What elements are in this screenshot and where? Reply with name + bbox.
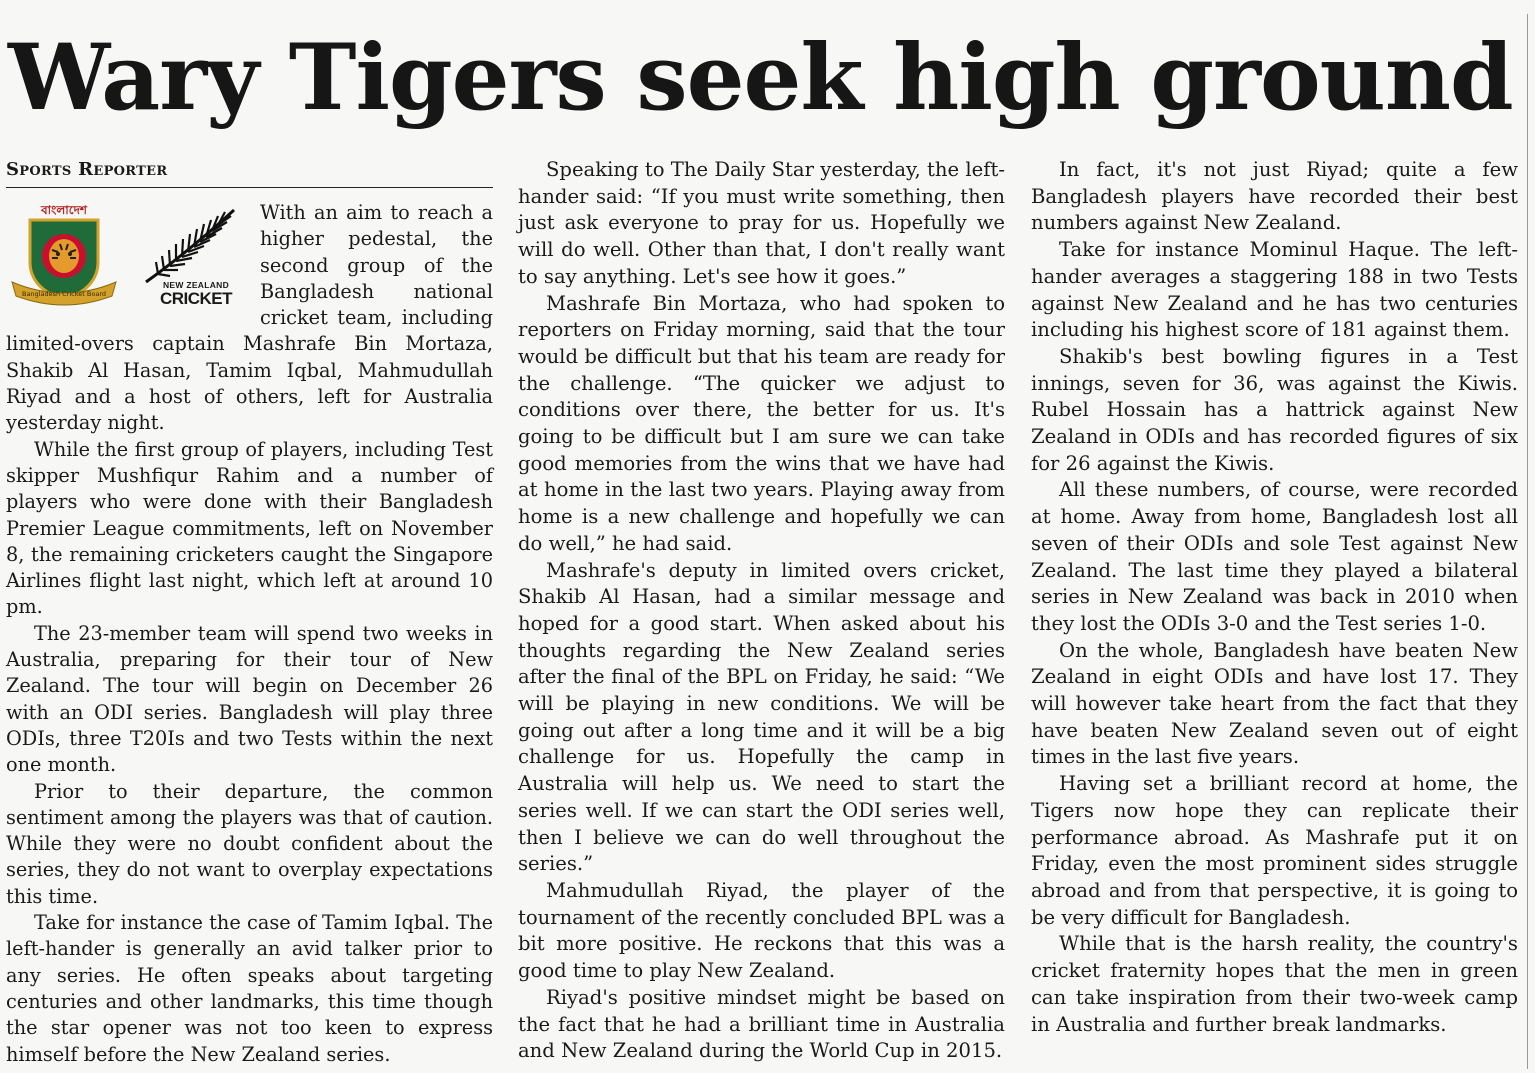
article-column-2 <box>518 157 1005 1065</box>
nz-cricket-wordmark <box>156 280 236 308</box>
paragraph: With an aim to reach a higher pedestal, the second group of the Bangladesh national cricket team, including limited-overs captain Mashrafe Bin Mortaza, Shakib Al Hasan, Tamim Iqbal, Mahmudullah Riyad and a host of others, left for Australia yesterday night. <box>6 201 493 435</box>
paragraph: While the first group of players, including Test skipper Mushfiqur Rahim and a number of players who were done with their Bangladesh Premier League commitments, left on November 8, the remaining cricketers caught the Singapore Airlines flight last night, which left at around 10 pm. <box>6 437 493 619</box>
paragraph: Riyad's positive mindset might be based on the fact that he had a brilliant time in Australia and New Zealand during the World Cup in 2015. <box>518 985 1005 1063</box>
paragraph: Take for instance the case of Tamim Iqbal. The left-hander is generally an avid talker prior to any series. He often speaks about targeting centuries and other landmarks, this time though the star opener was not too keen to express himself before the New Zealand series. <box>6 911 493 1066</box>
logos <box>6 200 252 318</box>
headline: Wary Tigers seek high ground <box>8 25 1513 131</box>
article-column-3 <box>1031 157 1518 1038</box>
bcb-logo-bengali: বাংলাদেশ <box>41 203 87 217</box>
bcb-logo-icon <box>8 200 120 308</box>
paragraph: Shakib's best bowling figures in a Test innings, seven for 36, was against the Kiwis. Rubel Hossain has a hattrick against New Zealand in ODIs and has recorded figures of six for 26 against the Kiwis. <box>1031 344 1518 475</box>
paragraph: Speaking to The Daily Star yesterday, the left-hander said: “If you must write something, then just ask everyone to pray for us. Hopefully we will do well. Other than that, I don't really want to say anything. Let's see how it goes.” <box>518 158 1005 288</box>
paragraph: On the whole, Bangladesh have beaten New Zealand in eight ODIs and have lost 17. They will however take heart from the fact that they have beaten New Zealand seven out of eight times in the last five years. <box>1031 638 1518 769</box>
bcb-logo-ribbon: Bangladesh Cricket Board <box>21 290 107 298</box>
byline: Sports Reporter <box>6 157 493 188</box>
paragraph: Mashrafe's deputy in limited overs cricket, Shakib Al Hasan, had a similar message and hoped for a good start. When asked about his thoughts regarding the New Zealand series after the final of the BPL on Friday, he said: “We will be playing in new conditions. We will be going out after a long time and it will be a big challenge for us. Hopefully the camp in Australia will help us. We need to start the series well. If we can start the ODI series well, then I believe we can do well throughout the series.” <box>518 558 1005 876</box>
paragraph: Mashrafe Bin Mortaza, who had spoken to reporters on Friday morning, said that the tour would be difficult but that his team are ready for the challenge. “The quicker we adjust to conditions over there, the better for us. It's going to be difficult but I am sure we can take good memories from the wins that we have had at home in the last two years. Playing away from home is a new challenge and hopefully we can do well,” he had said. <box>518 291 1005 555</box>
paragraph: Mahmudullah Riyad, the player of the tournament of the recently concluded BPL was a bit more positive. He reckons that this was a good time to play New Zealand. <box>518 878 1005 983</box>
column-rule <box>1527 14 1528 1069</box>
article-column-1 <box>6 157 493 1068</box>
paragraph: In fact, it's not just Riyad; quite a few Bangladesh players have recorded their best numbers against New Zealand. <box>1031 158 1518 235</box>
paragraph: Having set a brilliant record at home, the Tigers now hope they can replicate their performance abroad. As Mashrafe put it on Friday, even the most prominent sides struggle abroad and from that perspective, it is going to be very difficult for Bangladesh. <box>1031 772 1518 929</box>
paragraph: While that is the harsh reality, the country's cricket fraternity hopes that the men in green can take inspiration from their two-week camp in Australia and further break landmarks. <box>1031 932 1518 1036</box>
paragraph: Prior to their departure, the common sentiment among the players was that of caution. While they were no doubt confident about the series, they do not want to overplay expectations this time. <box>6 779 493 908</box>
nz-logo-small: NEW ZEALAND <box>162 280 230 290</box>
nz-logo-big: CRICKET <box>159 289 233 308</box>
paragraph: The 23-member team will spend two weeks in Australia, preparing for their tour of New Zealand. The tour will begin on December 26 with an ODI series. Bangladesh will play three ODIs, three T20Is and two Tests within the next one month. <box>6 621 493 777</box>
paragraph: All these numbers, of course, were recorded at home. Away from home, Bangladesh lost all seven of their ODIs and sole Test against New Zealand. The last time they played a bilateral series in New Zealand was back in 2010 when they lost the ODIs 3-0 and the Test series 1-0. <box>1031 478 1518 635</box>
paragraph: Take for instance Mominul Haque. The left-hander averages a staggering 188 in two Tests against New Zealand and he has two centuries including his highest score of 181 against them. <box>1031 238 1518 342</box>
